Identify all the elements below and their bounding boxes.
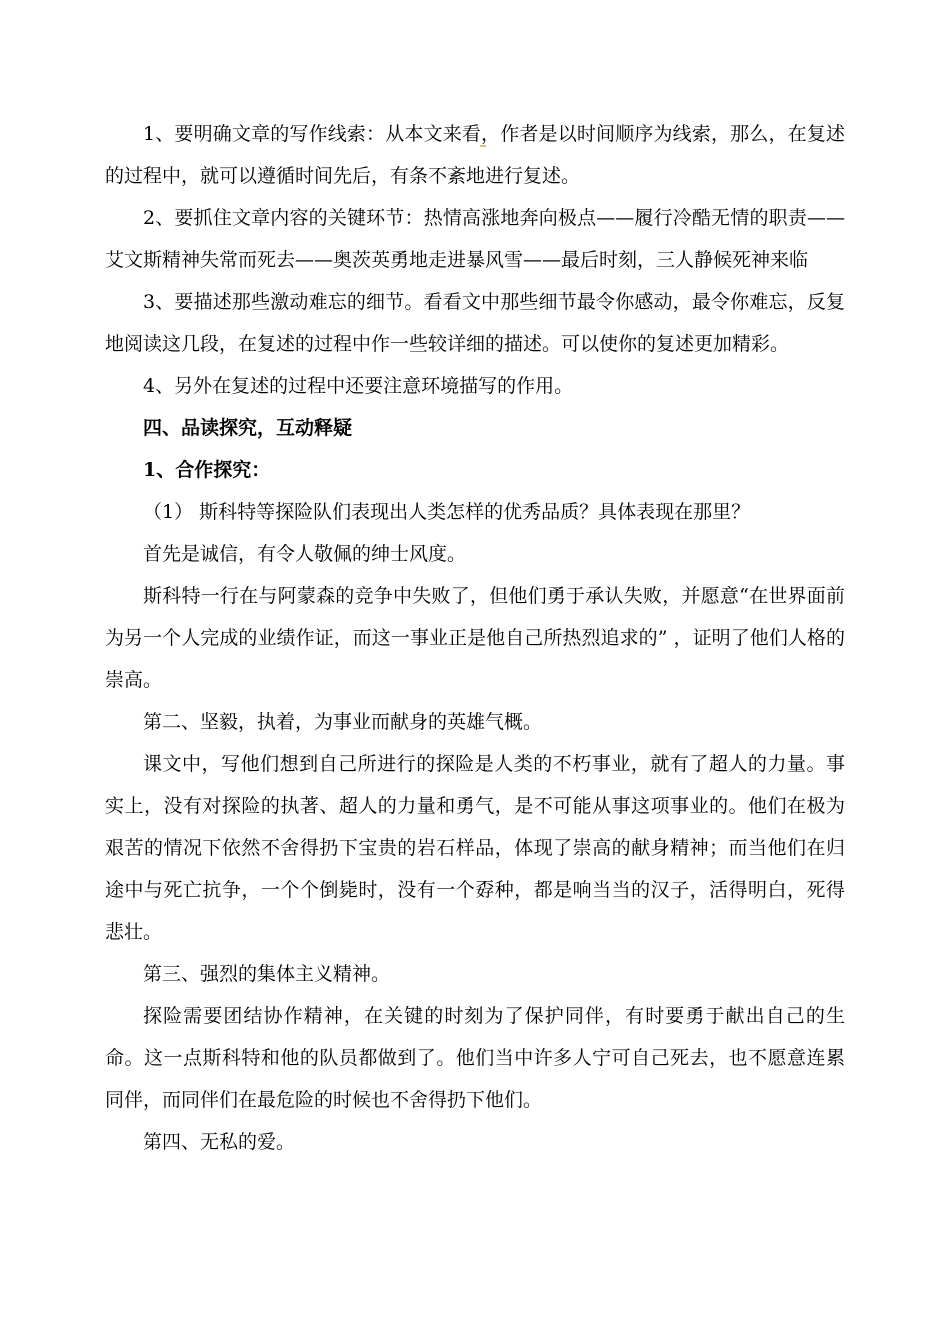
paragraph-details: 3、要描述那些激动难忘的细节。看看文中那些细节最令你感动，最令你难忘，反复地阅读这几段，在复述的过程中作一些较详细的描述。可以使你的复述更加精彩。: [105, 291, 845, 355]
section-heading-explore: 四、品读探究，互动释疑: [143, 417, 353, 439]
paragraph-collectivism-detail: 探险需要团结协作精神，在关键的时刻为了保护同伴，有时要勇于献出自己的生命。这一点斯科特和他的队员都做到了。他们当中许多人宁可自己死去，也不愿意连累同伴，而同伴们在最危险的时候也不舍得扔下他们。: [105, 1005, 845, 1111]
point-integrity: 首先是诚信，有令人敬佩的绅士风度。: [143, 543, 467, 565]
paragraph-integrity-detail: 斯科特一行在与阿蒙森的竞争中失败了，但他们勇于承认失败，并愿意“在世界面前为另一个人完成的业绩作证，而这一事业正是他自己所热烈追求的” ，证明了他们人格的崇高。: [105, 585, 845, 691]
question-qualities: （1） 斯科特等探险队们表现出人类怎样的优秀品质？具体表现在那里？: [143, 501, 751, 523]
paragraph-environment: 4、另外在复述的过程中还要注意环境描写的作用。: [143, 375, 574, 397]
point-perseverance: 第二、坚毅，执着，为事业而献身的英雄气概。: [143, 711, 543, 733]
point-selfless-love: 第四、无私的爱。: [143, 1131, 296, 1153]
point-collectivism: 第三、强烈的集体主义精神。: [143, 963, 391, 985]
paragraph-perseverance-detail: 课文中，写他们想到自己所进行的探险是人类的不朽事业，就有了超人的力量。事实上，没有对探险的执著、超人的力量和勇气，是不可能从事这项事业的。他们在极为艰苦的情况下依然不舍得扔下宝贵的岩石样品，体现了崇高的献身精神；而当他们在归途中与死亡抗争，一个个倒毙时，没有一个孬种，都是响当当的汉子，活得明白，死得悲壮。: [105, 753, 845, 943]
subheading-cooperative: 1、合作探究：: [143, 459, 271, 481]
paragraph-writing-clue: 1、要明确文章的写作线索：从本文来看，作者是以时间顺序为线索，那么，在复述的过程中，就可以遵循时间先后，有条不紊地进行复述。: [105, 123, 845, 187]
paragraph-key-links: 2、要抓住文章内容的关键环节：热情高涨地奔向极点——履行冷酷无情的职责——艾文斯精神失常而死去——奥茨英勇地走进暴风雪——最后时刻，三人静候死神来临: [105, 207, 845, 271]
